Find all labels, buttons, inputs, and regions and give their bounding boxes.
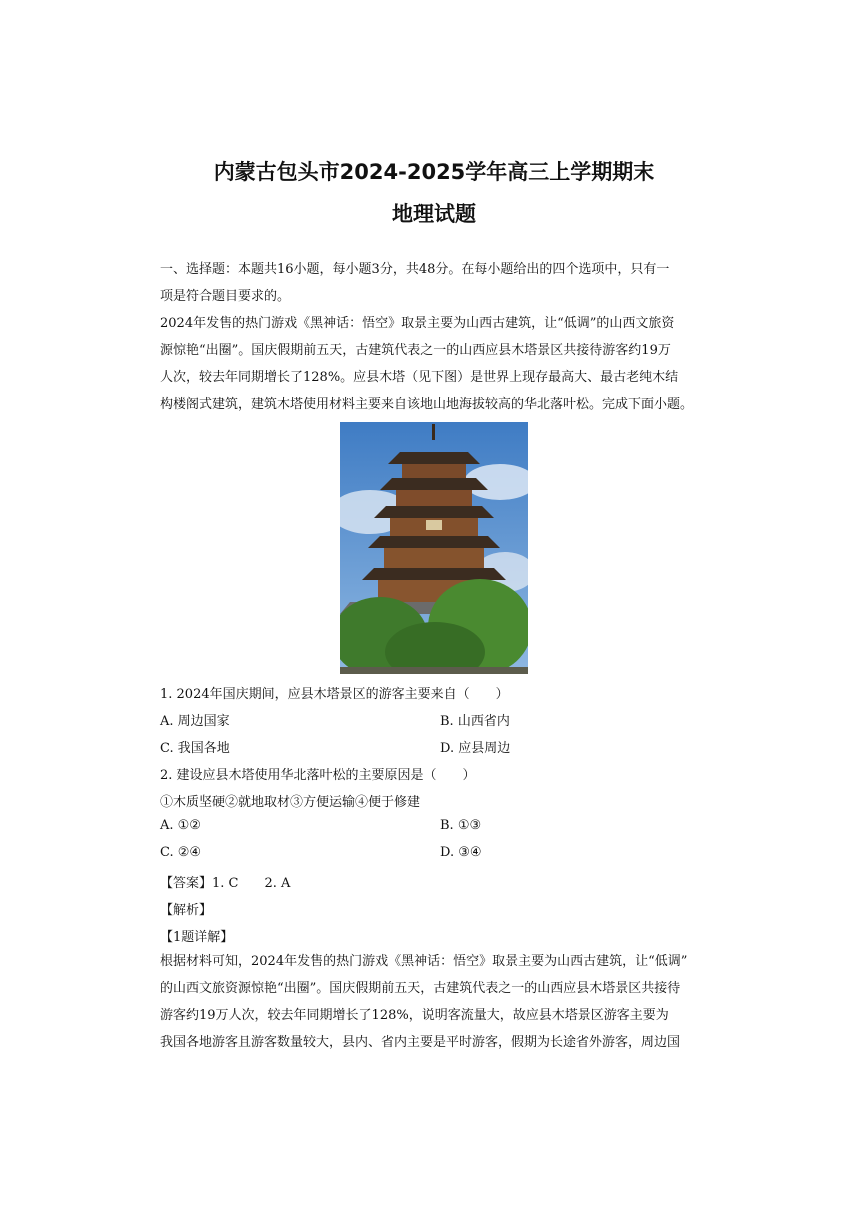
answer-line: 【答案】1. C 2. A xyxy=(160,876,291,891)
q2-option-a: A. ①② xyxy=(160,818,201,833)
q2-option-d: D. ③④ xyxy=(440,845,482,860)
explanation-line: 根据材料可知，2024年发售的热门游戏《黑神话：悟空》取景主要为山西古建筑，让“低调” xyxy=(160,954,688,969)
section-intro xyxy=(160,256,712,310)
material-paragraph xyxy=(160,310,712,418)
material-line: 构楼阁式建筑，建筑木塔使用材料主要来自该地山地海拔较高的华北落叶松。完成下面小题。 xyxy=(160,397,694,412)
question-1-stem: 1. 2024年国庆期间，应县木塔景区的游客主要来自（ ） xyxy=(160,687,509,702)
q1-option-a: A. 周边国家 xyxy=(160,714,230,729)
detail-label: 【1题详解】 xyxy=(160,930,234,945)
explanation-line: 游客约19万人次，较去年同期增长了128%，说明客流量大，故应县木塔景区游客主要为 xyxy=(160,1008,669,1023)
page-title: 内蒙古包头市2024-2025学年高三上学期期末 xyxy=(213,160,655,184)
explanation-line: 的山西文旅资源惊艳“出圈”。国庆假期前五天，古建筑代表之一的山西应县木塔景区共接待 xyxy=(160,981,681,996)
q2-option-b: B. ①③ xyxy=(440,818,482,833)
q1-option-b: B. 山西省内 xyxy=(440,714,510,729)
intro-line: 一、选择题：本题共16小题，每小题3分，共48分。在每小题给出的四个选项中，只有一 xyxy=(160,262,670,277)
pagoda-photo xyxy=(340,422,528,674)
intro-line: 项是符合题目要求的。 xyxy=(160,289,291,304)
material-line: 人次，较去年同期增长了128%。应县木塔（见下图）是世界上现存最高大、最古老纯木结 xyxy=(160,370,679,385)
q2-option-c: C. ②④ xyxy=(160,845,202,860)
material-line: 源惊艳“出圈”。国庆假期前五天，古建筑代表之一的山西应县木塔景区共接待游客约19万 xyxy=(160,343,671,358)
material-line: 2024年发售的热门游戏《黑神话：悟空》取景主要为山西古建筑，让“低调”的山西文旅资 xyxy=(160,316,675,331)
page-subtitle: 地理试题 xyxy=(392,202,476,226)
question-2-stem: 2. 建设应县木塔使用华北落叶松的主要原因是（ ） xyxy=(160,768,476,783)
q1-option-d: D. 应县周边 xyxy=(440,741,511,756)
q1-option-c: C. 我国各地 xyxy=(160,741,230,756)
question-2-choices: ①木质坚硬②就地取材③方便运输④便于修建 xyxy=(160,795,421,810)
explanation-line: 我国各地游客且游客数量较大，县内、省内主要是平时游客，假期为长途省外游客，周边国 xyxy=(160,1035,681,1050)
explanation-paragraph xyxy=(160,948,712,1056)
analysis-label: 【解析】 xyxy=(160,903,213,918)
